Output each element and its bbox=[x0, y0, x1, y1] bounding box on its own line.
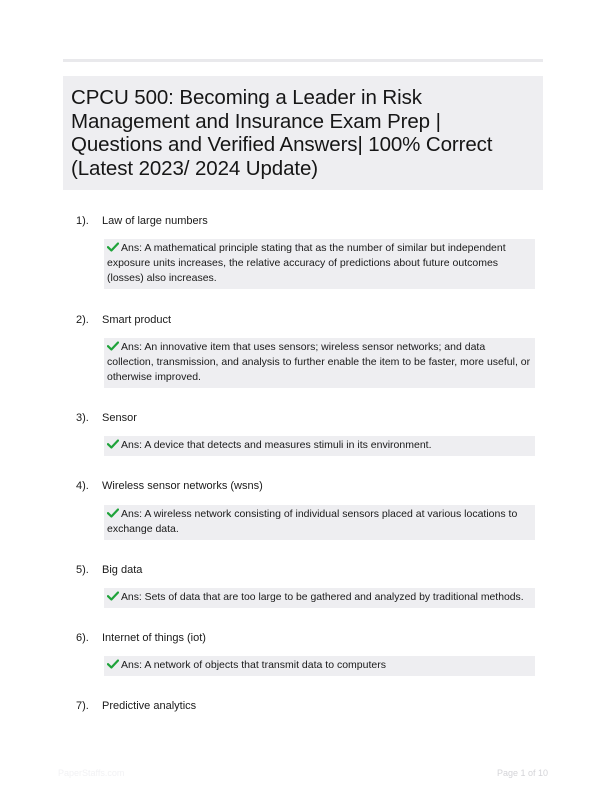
answer-text: Ans: A network of objects that transmit data to computers bbox=[121, 659, 386, 671]
checkmark-icon bbox=[107, 508, 119, 518]
question-text: Predictive analytics bbox=[102, 700, 197, 712]
question-text: Big data bbox=[102, 564, 143, 576]
question-text: Smart product bbox=[102, 314, 172, 326]
question-number: 5). bbox=[76, 564, 89, 576]
answer-box-3 bbox=[104, 436, 535, 456]
title-banner bbox=[63, 76, 543, 190]
question-number: 1). bbox=[76, 215, 89, 227]
page-number: Page 1 of 10 bbox=[496, 768, 548, 778]
checkmark-icon bbox=[107, 659, 119, 669]
question-text: Law of large numbers bbox=[102, 215, 208, 227]
checkmark-icon bbox=[107, 242, 119, 252]
answer-text: Ans: An innovative item that uses sensors; wireless sensor networks; and data collection, transmission, and analysis to further enable the item to be faster, more useful, or otherwise improved. bbox=[107, 341, 531, 383]
answer-text: Ans: A mathematical principle stating that as the number of similar but independent exposure units increases, the relative accuracy of predictions about future outcomes (losses) also increases. bbox=[107, 242, 506, 284]
question-number: 3). bbox=[76, 412, 89, 424]
footer-watermark: PaperStaffs.com bbox=[58, 768, 125, 778]
question-text: Internet of things (iot) bbox=[102, 632, 206, 644]
answer-text: Ans: Sets of data that are too large to be gathered and analyzed by traditional methods. bbox=[121, 592, 524, 603]
answer-text: Ans: A wireless network consisting of individual sensors placed at various locations to exchange data. bbox=[107, 508, 518, 535]
answer-box-2 bbox=[104, 338, 535, 388]
document-title: CPCU 500: Becoming a Leader in Risk Management and Insurance Exam Prep | Questions and Verified Answers| 100% Correct (Latest 2023/ 2024 Update) bbox=[71, 86, 493, 180]
checkmark-icon bbox=[107, 341, 119, 351]
question-text: Wireless sensor networks (wsns) bbox=[102, 480, 263, 492]
checkmark-icon bbox=[107, 591, 119, 601]
answer-text: Ans: A device that detects and measures stimuli in its environment. bbox=[121, 439, 432, 451]
question-number: 7). bbox=[76, 700, 89, 712]
checkmark-icon bbox=[107, 439, 119, 449]
answer-box-6 bbox=[104, 656, 535, 676]
question-text: Sensor bbox=[102, 412, 137, 424]
answer-box-5 bbox=[104, 588, 535, 608]
question-number: 2). bbox=[76, 314, 89, 326]
top-divider bbox=[63, 59, 543, 62]
answer-box-1 bbox=[104, 239, 535, 289]
question-number: 4). bbox=[76, 480, 89, 492]
question-number: 6). bbox=[76, 632, 89, 644]
answer-box-4 bbox=[104, 505, 535, 540]
